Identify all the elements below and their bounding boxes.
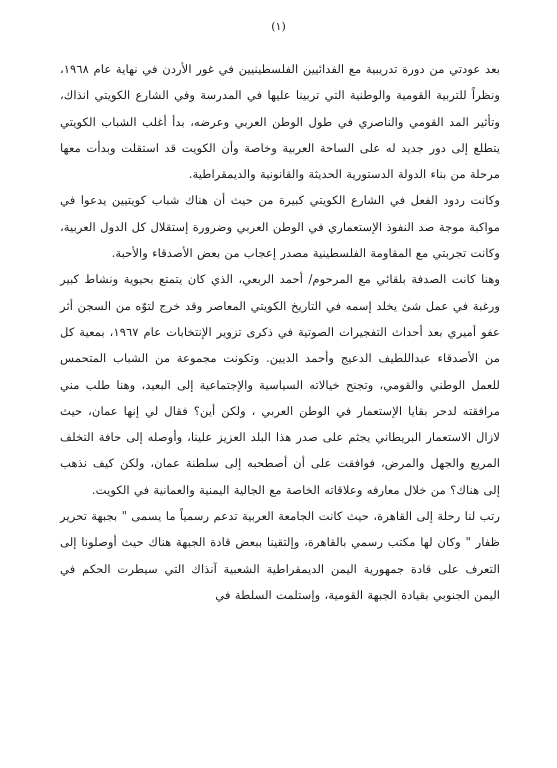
paragraph-2: وكانت ردود الفعل في الشارع الكويتي كبيرة من حيث أن هناك شباب كويتيين يدعوا في مواكبة موجة صد النفوذ الإستعماري في الوطن العربي وضرورة إستقلال كل الدول العربية، وكانت تجربتي مع المقاومة الفلسطينية مصدر إعجاب من بعض الأصدقاء والأحبة. xyxy=(60,193,500,261)
body-text xyxy=(60,56,500,608)
paragraph-4: رتب لنا رحلة إلى القاهرة، حيث كانت الجامعة العربية تدعم رسمياً ما يسمى " بجبهة تحرير ظفار " وكان لها مكتب رسمي بالقاهرة، وإلتقينا ببعض قادة الجبهة هناك حيث أوصلونا إلى التعرف على قادة جمهورية اليمن الديمقراطية الشعبية آنذاك التي سيطرت الحكم في اليمن الجنوبي بقيادة الجبهة القومية، وإستلمت السلطة في xyxy=(60,509,500,602)
page-number: (١) xyxy=(271,20,286,33)
paragraph-1: بعد عودتي من دورة تدريبية مع الفدائيين الفلسطينيين في غور الأردن في نهاية عام ١٩٦٨، ونظراً للتربية القومية والوطنية التي تربينا عليها في المدرسة وفي الشارع الكويتي انذاك، وتأثير المد القومي والناصري في طول الوطن العربي وعرضه، بدأ أغلب الشباب الكويتي يتطلع إلى دور جديد له على الساحة العربية وخاصة وأن الكويت قد استقلت وبدأت معها مرحلة من بناء الدولة الدستورية الحديثة والقانونية والديمقراطية. xyxy=(60,62,500,182)
paragraph-3: وهنا كانت الصدفة بلقائي مع المرحوم/ أحمد الربعي، الذي كان يتمتع بحيوية ونشاط كبير ورغبة في عمل شئ يخلد إسمه في التاريخ الكويتي المعاصر وقد خرج لتوّه من السجن أثر عفو أميري بعد أحداث التفجيرات الصوتية في ذكرى تزوير الإنتخابات عام ١٩٦٧، بمعية كل من الأصدقاء عبداللطيف الدعيج وأحمد الديين. وتكونت مجموعة من الشباب المتحمس للعمل الوطني والقومي، وتجنح خيالاته السياسية والإجتماعية إلى البعيد، وهنا طلب مني مرافقته لدحر بقايا الإستعمار في الوطن العربي ، ولكن أين؟ فقال لي إنها عمان، حيث لازال الاستعمار البريطاني يجثم على صدر هذا البلد العزيز علينا، وأوصله إلى حافة التخلف المريع والجهل والمرض، فوافقت على أن أصطحبه إلى سلطنة عمان، ولكن كيف نذهب إلى هناك؟ من خلال معارفه وعلاقاته الخاصة مع الجالية اليمنية والعمانية في الكويت. xyxy=(60,272,500,497)
